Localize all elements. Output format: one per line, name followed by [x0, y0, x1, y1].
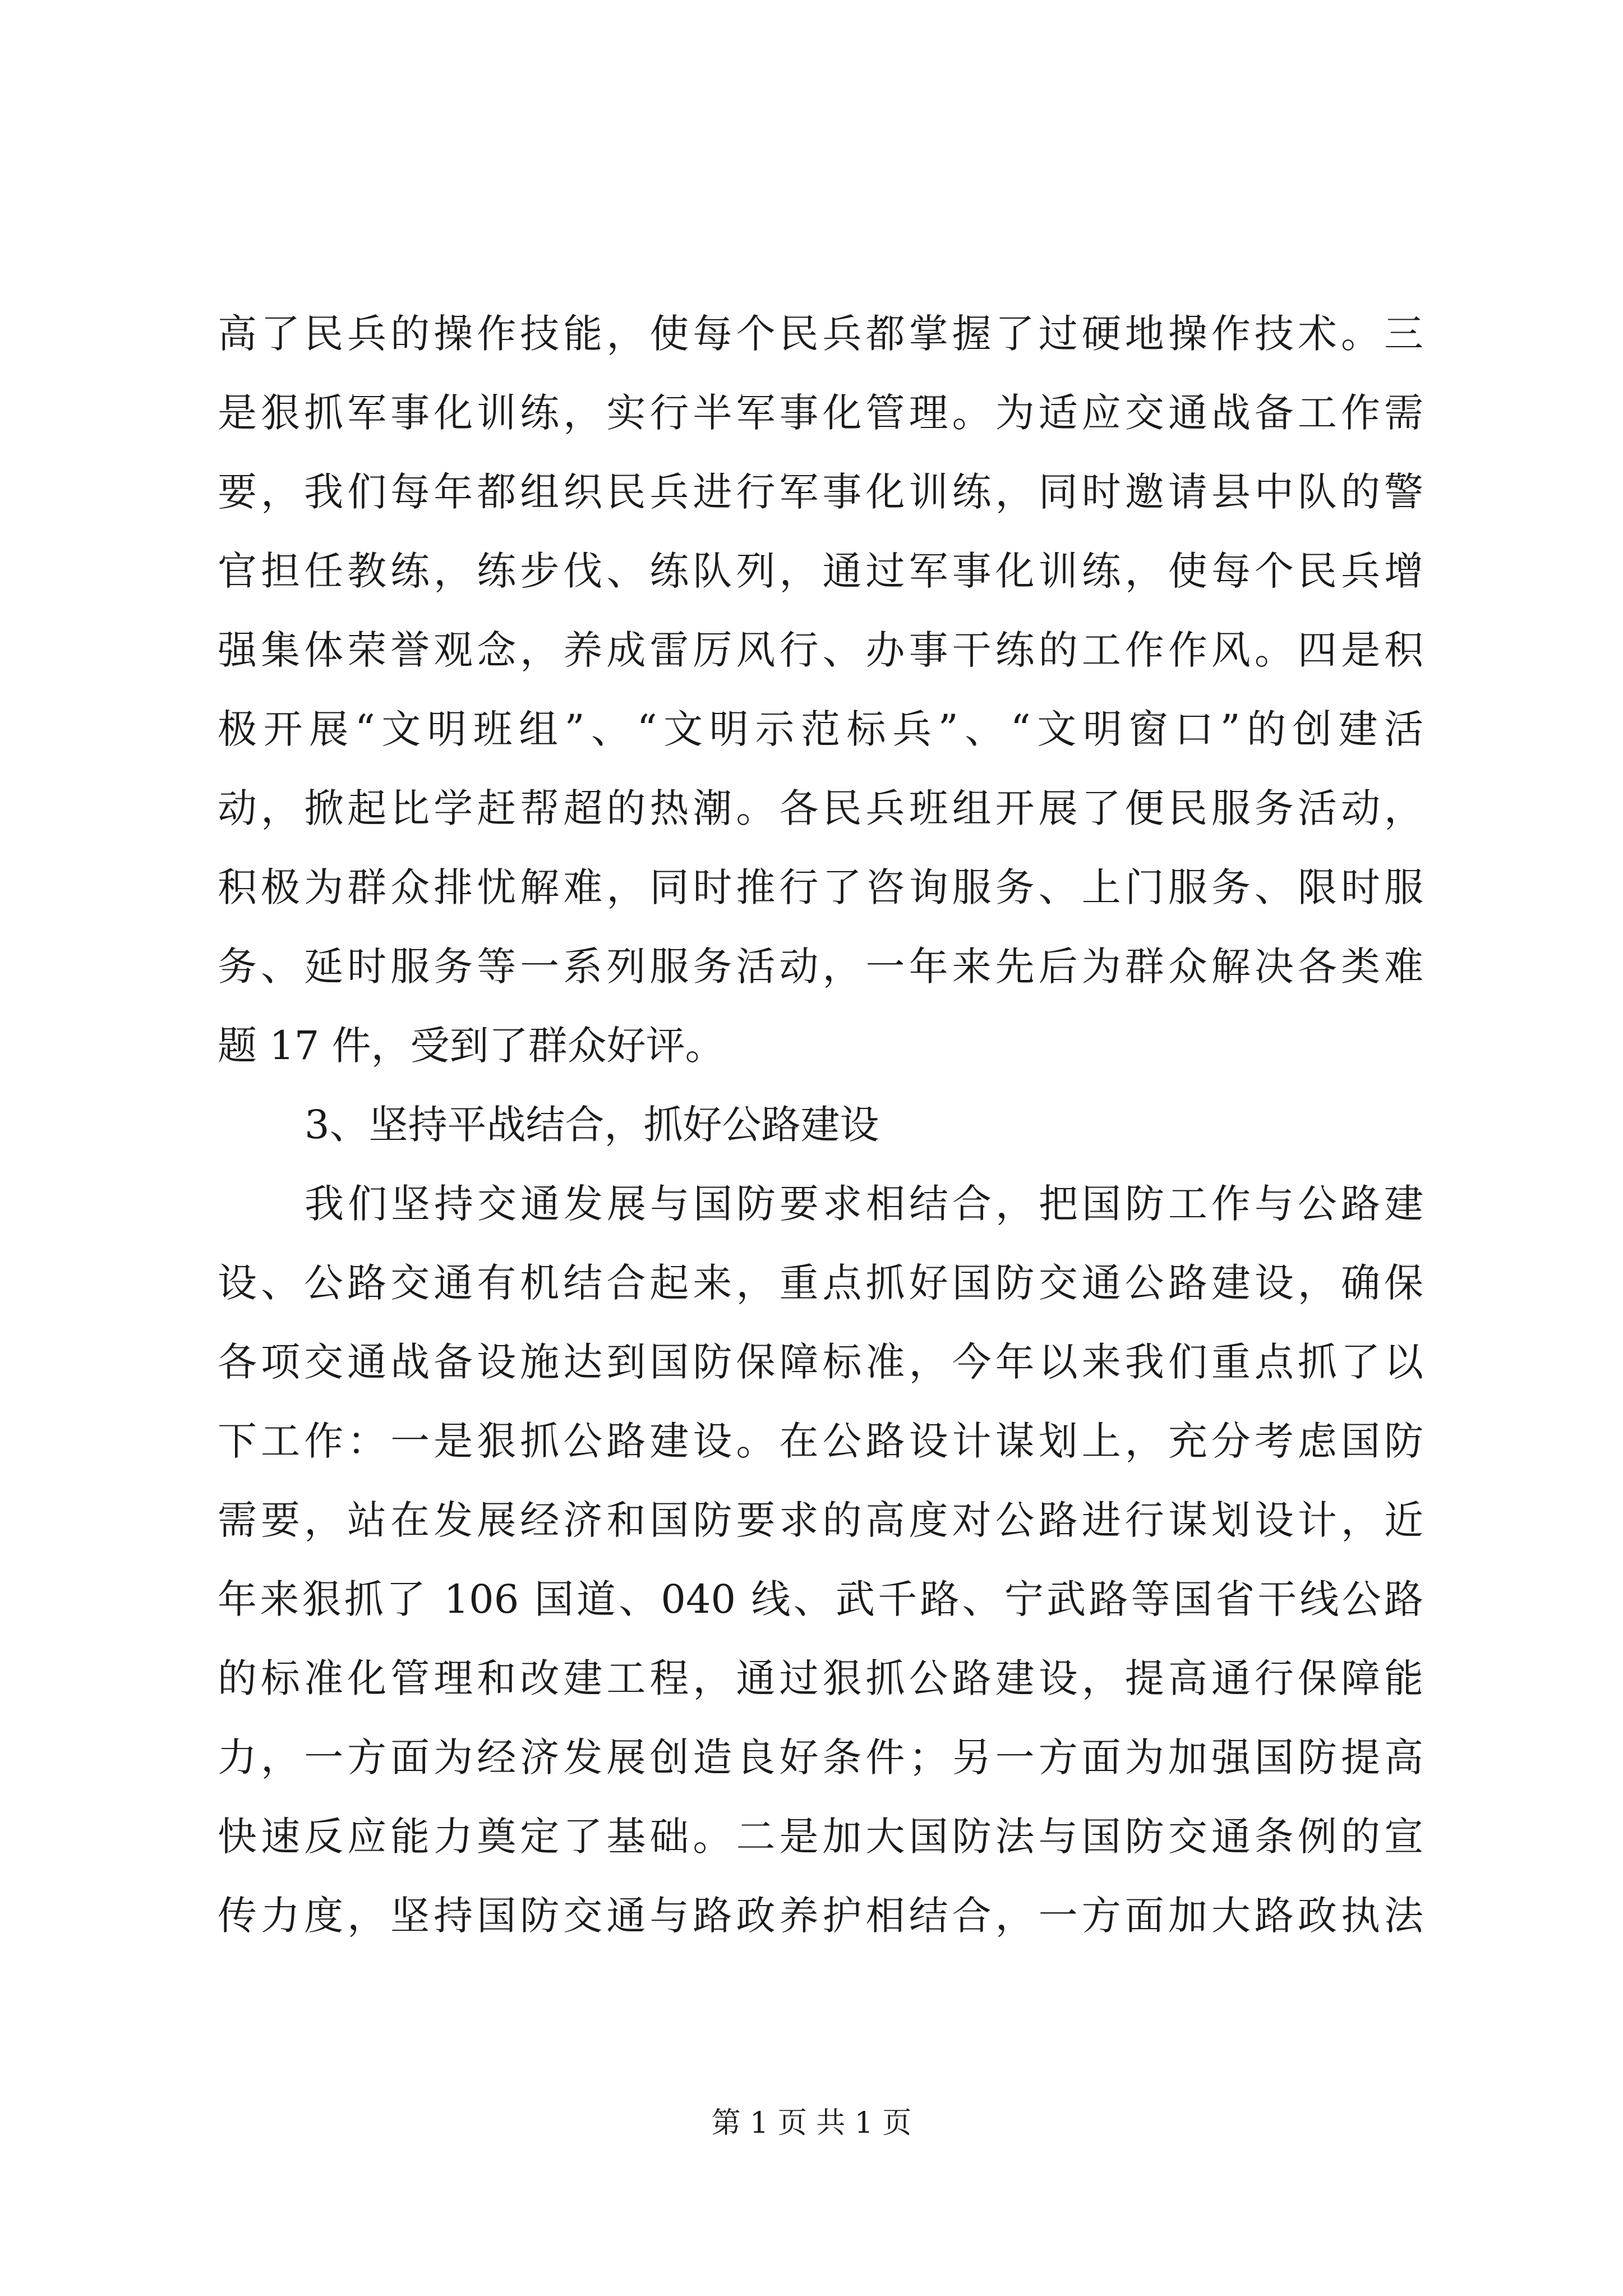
paragraph-line: 年来狠抓了 106 国道、040 线、武千路、宁武路等国省干线公路: [218, 1576, 1423, 1622]
paragraph-line: 极开展“文明班组”、“文明示范标兵”、“文明窗口”的创建活: [218, 706, 1423, 752]
paragraph-line: 下工作：一是狠抓公路建设。在公路设计谋划上，充分考虑国防: [218, 1418, 1423, 1464]
paragraph-line: 积极为群众排忧解难，同时推行了咨询服务、上门服务、限时服: [218, 864, 1423, 910]
paragraph-line: 各项交通战备设施达到国防保障标准，今年以来我们重点抓了以: [218, 1339, 1423, 1385]
paragraph-line: 官担任教练，练步伐、练队列，通过军事化训练，使每个民兵增: [218, 548, 1423, 594]
section-heading: 3、坚持平战结合，抓好公路建设: [305, 1102, 879, 1148]
paragraph-line: 传力度，坚持国防交通与路政养护相结合，一方面加大路政执法: [218, 1893, 1423, 1939]
paragraph-line: 高了民兵的操作技能，使每个民兵都掌握了过硬地操作技术。三: [218, 311, 1423, 357]
paragraph-line: 要，我们每年都组织民兵进行军事化训练，同时邀请县中队的警: [218, 469, 1423, 515]
paragraph-line: 是狠抓军事化训练，实行半军事化管理。为适应交通战备工作需: [218, 390, 1423, 436]
paragraph-line: 设、公路交通有机结合起来，重点抓好国防交通公路建设，确保: [218, 1260, 1423, 1306]
paragraph-line: 务、延时服务等一系列服务活动，一年来先后为群众解决各类难: [218, 944, 1423, 990]
paragraph-line: 的标准化管理和改建工程，通过狠抓公路建设，提高通行保障能: [218, 1655, 1423, 1701]
paragraph-line: 题 17 件，受到了群众好评。: [218, 1023, 725, 1069]
paragraph-line: 动，掀起比学赶帮超的热潮。各民兵班组开展了便民服务活动，: [218, 785, 1423, 831]
paragraph-line: 快速反应能力奠定了基础。二是加大国防法与国防交通条例的宣: [218, 1814, 1423, 1860]
paragraph-line: 需要，站在发展经济和国防要求的高度对公路进行谋划设计，近: [218, 1497, 1423, 1543]
paragraph-line: 我们坚持交通发展与国防要求相结合，把国防工作与公路建: [305, 1181, 1423, 1227]
page-number-footer: 第 1 页 共 1 页: [711, 2106, 912, 2140]
paragraph-line: 力，一方面为经济发展创造良好条件；另一方面为加强国防提高: [218, 1734, 1423, 1780]
paragraph-line: 强集体荣誉观念，养成雷厉风行、办事干练的工作作风。四是积: [218, 627, 1423, 673]
document-body: [218, 295, 1423, 1955]
